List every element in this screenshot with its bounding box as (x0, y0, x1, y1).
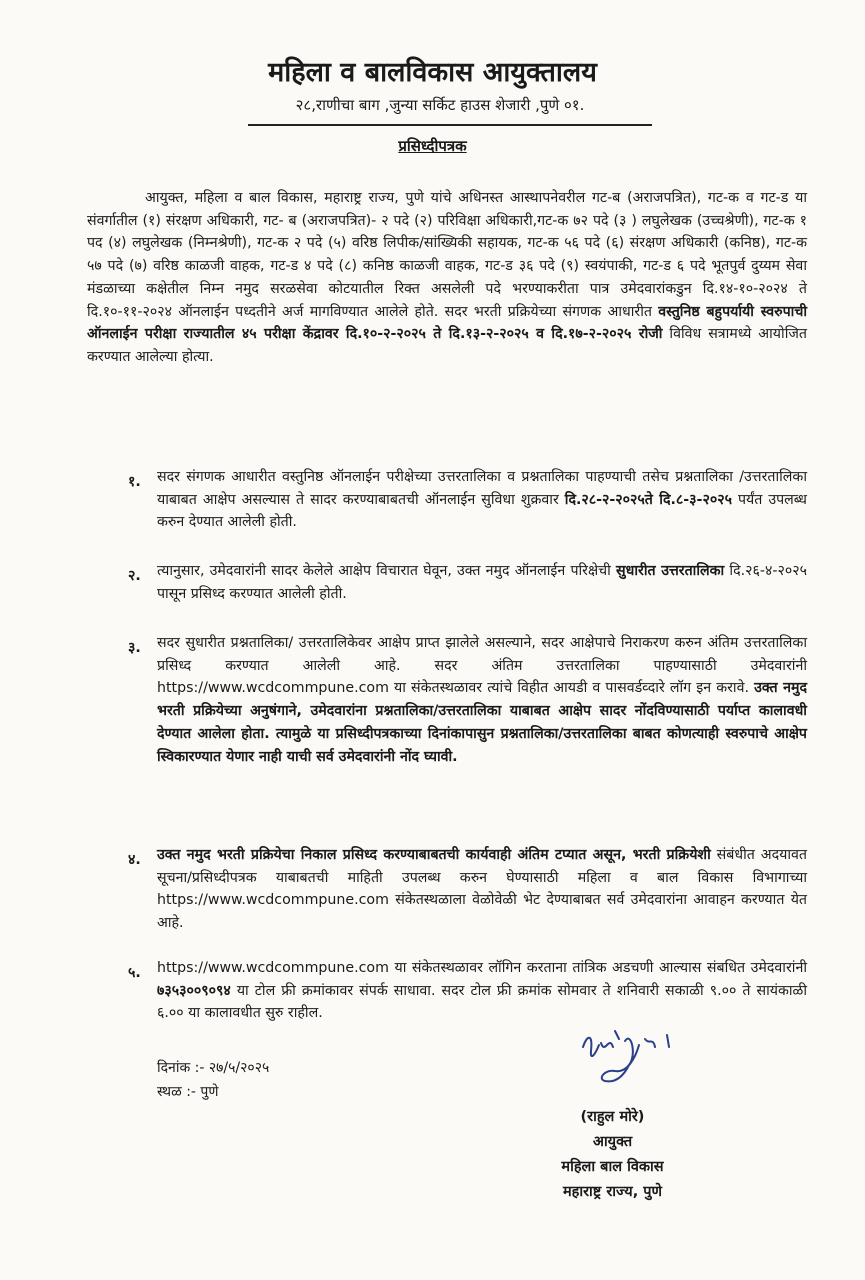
intro-part1: आयुक्त, महिला व बाल विकास, महाराष्ट्र राज्य, पुणे यांचे अधिनस्त आस्थापनेवरील गट-ब (अराजपत्रित), गट-क व गट-ड या संवर्गातील (१) संरक्षण अधिकारी, गट- ब (अराजपत्रित)- २ पदे (२) परिविक्षा अधिकारी,गट-क ७२ पदे (३ ) लघुलेखक (उच्चश्रेणी), गट-क १ पद (४) लघुलेखक (निम्नश्रेणी), गट-क २ पदे (५) वरिष्ठ लिपीक/सांख्यिकी सहायक, गट-क ५६ पदे (६) संरक्षण अधिकारी (कनिष्ठ), गट-क ५७ पदे (७) वरिष्ठ काळजी वाहक, गट-ड ४ पदे (८) कनिष्ठ काळजी वाहक, गट-ड ३६ पदे (९) स्वयंपाकी, गट-ड ६ पदे भूतपुर्व दुय्यम सेवा मंडळाच्या कक्षेतील निम्न नमुद सरळसेवा कोटयातील रिक्त असलेली पदे भरण्याकरीता पात्र उमेदवारांकडुन दि.१४-१०-२०२४ ते दि.१०-११-२०२४ ऑनलाईन पध्दतीने अर्ज मागविण्यात आलेले होते. सदर भरती प्रक्रियेच्या संगणक आधारीत (87, 190, 807, 320)
point-1-text (157, 466, 807, 534)
point-4-text (157, 844, 807, 935)
point-5-link[interactable]: https://www.wcdcommpune.com (157, 960, 389, 976)
signatory-department: महिला बाल विकास (561, 1159, 664, 1175)
signatory-name: (राहुल मोरे) (580, 1109, 645, 1125)
point-2-part1: त्यानुसार, उमेदवारांनी सादर केलेले आक्षेप विचारात घेवून, उक्त नमुद ऑनलाईन परिक्षेची (157, 563, 611, 579)
place-line: स्थळ :- पुणे (157, 1084, 219, 1100)
notice-heading (0, 136, 865, 156)
point-4-part2: संकेतस्थळाला वेळोवेळी भेट देण्याबाबत सर्व उमेदवारांना आवाहन करण्यात येत आहे. (157, 892, 808, 932)
point-5-part2: या टोल फ्री क्रमांकावर संपर्क साधावा. सदर टोल फ्री क्रमांक सोमवार ते शनिवारी सकाळी ९.०० ते सायंकाळी ६.०० या कालावधीत सुरु राहील. (157, 982, 807, 1022)
office-title: महिला व बालविकास आयुक्तालय (268, 57, 597, 88)
point-2-text (157, 560, 807, 605)
date-line: दिनांक :- २७/५/२०२५ (157, 1060, 270, 1076)
point-1-bold: दि.२८-२-२०२५ते दि.८-३-२०२५ (564, 491, 732, 508)
point-2-part2: दि.२६-४-२०२५ पासून प्रसिध्द करण्यात आलेली होती. (157, 563, 807, 602)
intro-bold: वस्तुनिष्ठ बहुपर्यायी स्वरुपाची ऑनलाईन परीक्षा राज्यातील ४५ परीक्षा केंद्रावर दि.१०-२-२०२५ ते दि.१३-२-२०२५ व दि.१७-२-२०२५ रोजी (87, 303, 807, 343)
point-4-bold: उक्त नमुद भरती प्रक्रियेचा निकाल प्रसिध्द करण्याबाबतची कार्यवाही अंतिम टप्यात असून, भरती प्रक्रियेशी (157, 847, 711, 863)
point-5-text (157, 957, 807, 1025)
point-1-part2: पर्यंत उपलब्ध करुन देण्यात आलेली होती. (157, 491, 807, 531)
header-divider (248, 124, 652, 126)
notice-heading-text: प्रसिध्दीपत्रक (398, 137, 467, 155)
point-2-number: २. (128, 568, 141, 584)
point-1-number: १. (128, 474, 141, 490)
point-4-number: ४. (128, 852, 141, 868)
signatory-block (515, 1105, 710, 1205)
signatory-designation: आयुक्त (592, 1134, 633, 1150)
point-5-bold: ७३५३००९०९४ (157, 982, 231, 999)
point-3-number: ३. (128, 640, 141, 656)
point-2-bold: सुधारीत उत्तरतालिका (616, 563, 725, 579)
point-4-part1: संबंधीत अदयावत सूचना/प्रसिध्दीपत्रक याबाबतची माहिती उपलब्ध करुन घेण्यासाठी महिला व बाल विकास विभागाच्या (157, 847, 807, 886)
signature-icon (575, 1025, 685, 1090)
point-1-part1: सदर संगणक आधारीत वस्तुनिष्ठ ऑनलाईन परीक्षेच्या उत्तरतालिका व प्रश्नतालिका पाहण्याची तसेच प्रश्नतालिका /उत्तरतालिका याबाबत आक्षेप असल्यास ते सादर करण्याबाबतची ऑनलाईन सुविधा शुक्रवार (157, 469, 807, 508)
point-5-number: ५. (128, 965, 141, 981)
point-3-part2: या संकेतस्थळावर त्यांचे विहीत आयडी व पासवर्डव्दारे लॉग इन करावे. (394, 680, 749, 697)
point-3-text (157, 632, 807, 768)
office-address: २८,राणीचा बाग ,जुन्या सर्किट हाउस शेजारी ,पुणे ०१. (295, 96, 585, 114)
point-3-part1: सदर सुधारीत प्रश्नतालिका/ उत्तरतालिकेवर आक्षेप प्राप्त झालेले असल्याने, सदर आक्षेपाचे निराकरण करुन अंतिम उत्तरतालिका प्रसिध्द करण्यात आलेली आहे. सदर अंतिम उत्तरतालिका पाहण्यासाठी उमेदवारांनी (157, 635, 807, 674)
point-3-bold: उक्त नमुद भरती प्रक्रियेच्या अनुषंगाने, उमेदवारांना प्रश्नतालिका/उत्तरतालिका याबाबत आक्षेप सादर नोंदविण्यासाठी पर्याप्त कालावधी देण्यात आलेला होता. त्यामुळे या प्रसिध्दीपत्रकाच्या दिनांकापासुन प्रश्नतालिका/उत्तरतालिका बाबत कोणत्याही स्वरुपाचे आक्षेप स्विकारण्यात येणार नाही याची सर्व उमेदवारांनी नोंद घ्यावी. (157, 680, 807, 765)
intro-part2: विविध सत्रामध्ये आयोजित करण्यात आलेल्या होत्या. (87, 326, 807, 365)
point-3-link[interactable]: https://www.wcdcommpune.com (157, 680, 389, 697)
intro-paragraph (87, 187, 807, 369)
point-5-part1: या संकेतस्थळावर लॉगिन करताना तांत्रिक अडचणी आल्यास संबधित उमेदवारांनी (394, 960, 807, 976)
point-4-link[interactable]: https://www.wcdcommpune.com (157, 892, 389, 909)
signatory-state: महाराष्ट्र राज्य, पुणे (563, 1184, 662, 1200)
